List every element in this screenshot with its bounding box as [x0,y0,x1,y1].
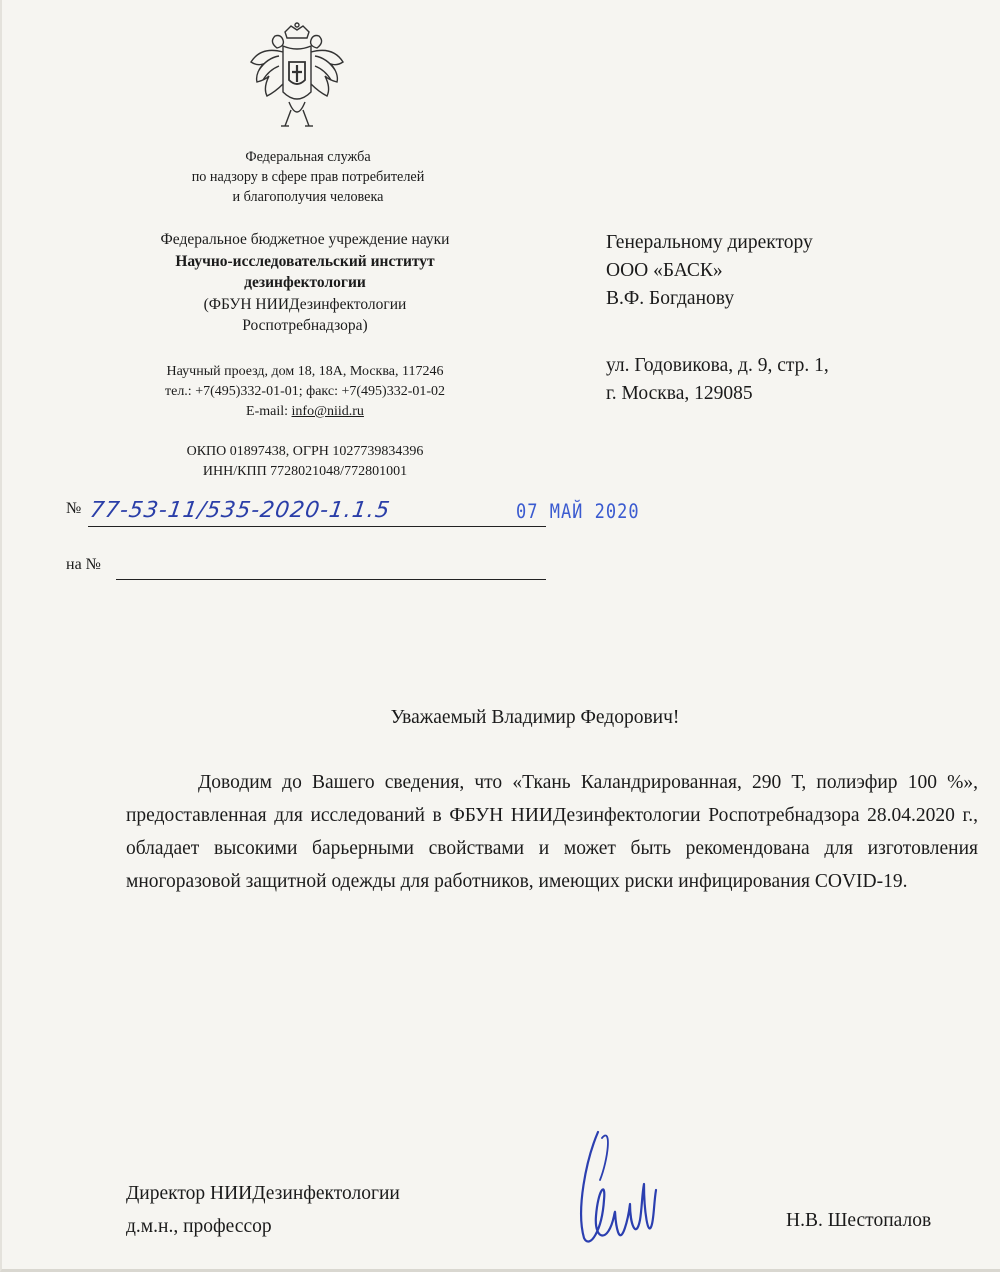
signatory-degree: д.м.н., профессор [126,1216,272,1237]
institution-name-1: Научно-исследовательский институт [175,252,435,270]
institution-email-row [95,402,515,422]
institution-codes [95,442,515,482]
number-label: № [66,500,82,517]
recipient-city: г. Москва, 129085 [606,383,753,404]
signatory-position: Директор НИИДезинфектологии [126,1183,400,1204]
outgoing-number-row [66,500,546,530]
agency-line-2: по надзору в сфере прав потребителей [191,169,425,185]
reference-label: на № [66,556,101,573]
recipient-block [606,229,966,313]
recipient-name: В.Ф. Богданову [606,288,735,309]
institution-abbr-2: Роспотребнадзора) [242,317,368,334]
handwritten-signature-icon [568,1120,668,1260]
institution-type: Федеральное бюджетное учреждение науки [160,231,450,248]
institution-address: Научный проезд, дом 18, 18А, Москва, 117246 [166,364,444,379]
number-underline [88,526,546,527]
reference-number-row [66,556,546,582]
greeting: Уважаемый Владимир Федорович! [390,707,680,728]
handwritten-number: 77-53-11/535-2020-1.1.5 [88,498,392,523]
agency-line-3: и благополучия человека [232,189,384,205]
institution-header [95,229,515,337]
signatory-title [126,1177,526,1243]
date-stamp: 07 МАЙ 2020 [516,500,640,524]
institution-abbr-1: (ФБУН НИИДезинфектологии [203,295,407,313]
recipient-position: Генеральному директору [606,232,813,253]
recipient-company: ООО «БАСК» [606,260,723,281]
email-label: E-mail: [246,404,292,419]
letter-body: Доводим до Вашего сведения, что «Ткань Каландрированная, 290 Т, полиэфир 100 %», предоставленная для исследований в ФБУН НИИДезинфектологии Роспотребнадзора 28.04.2020 г., обладает высокими барьерными свойствами и может быть рекомендована для изготовления многоразовой защитной одежды для работников, имеющих риски инфицирования COVID-19. [126,772,978,892]
reference-underline [116,579,546,580]
email-link[interactable]: info@niid.ru [291,404,364,419]
signatory-name: Н.В. Шестопалов [786,1210,932,1231]
agency-line-1: Федеральная служба [245,149,371,165]
institution-name-2: дезинфектологии [244,274,366,291]
institution-contacts [95,362,515,422]
agency-header [128,147,488,207]
inn-kpp: ИНН/КПП 7728021048/772801001 [202,464,408,479]
recipient-street: ул. Годовикова, д. 9, стр. 1, [606,355,829,376]
recipient-address [606,352,966,408]
okpo-ogrn: ОКПО 01897438, ОГРН 1027739834396 [186,444,424,459]
double-headed-eagle-emblem-icon [247,22,347,140]
institution-phones: тел.: +7(495)332-01-01; факс: +7(495)332-01-02 [164,384,446,399]
